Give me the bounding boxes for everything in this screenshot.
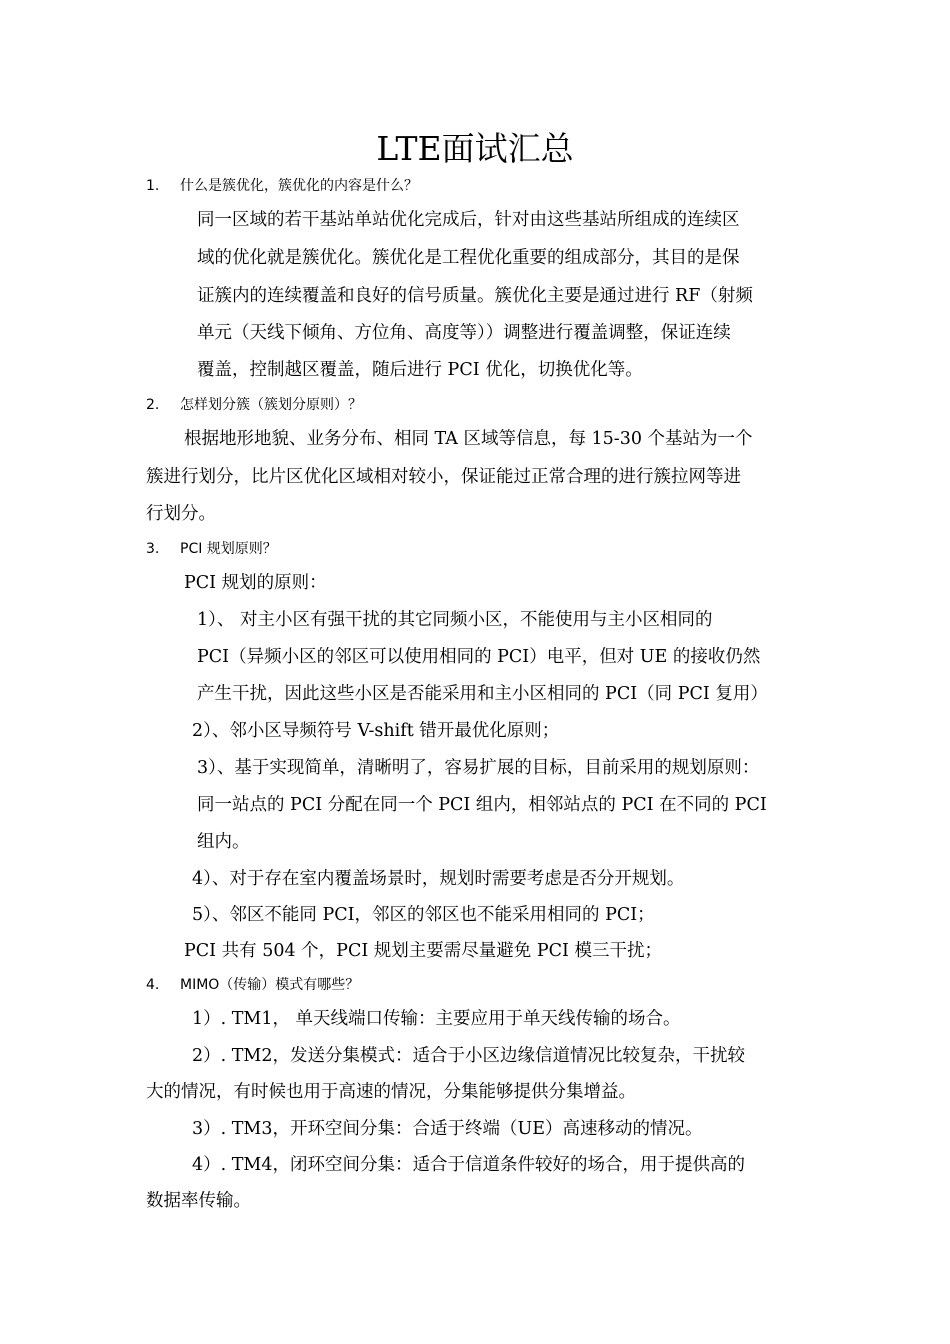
answer-line: 行划分。 <box>146 504 216 524</box>
answer-line: 2）、邻小区导频符号 V-shift 错开最优化原则； <box>192 721 560 741</box>
question-number: 1. <box>146 178 160 194</box>
answer-line: 簇进行划分，比片区优化区域相对较小，保证能过正常合理的进行簇拉网等进 <box>146 467 741 487</box>
answer-line: 数据率传输。 <box>146 1191 251 1211</box>
answer-line: 域的优化就是簇优化。簇优化是工程优化重要的组成部分，其目的是保 <box>197 248 740 268</box>
answer-line: 覆盖，控制越区覆盖，随后进行 PCI 优化，切换优化等。 <box>197 360 643 380</box>
answer-line: PCI（异频小区的邻区可以使用相同的 PCI）电平，但对 UE 的接收仍然 <box>197 647 761 667</box>
document-title: LTE面试汇总 <box>376 129 574 168</box>
answer-line: 3）、基于实现简单，清晰明了，容易扩展的目标，目前采用的规划原则： <box>197 758 760 778</box>
question-text: 怎样划分簇（簇划分原则）？ <box>180 397 362 413</box>
question-3 <box>146 537 277 561</box>
question-number: 4. <box>146 977 160 993</box>
answer-line: 组内。 <box>197 832 250 852</box>
answer-line: 产生干扰，因此这些小区是否能采用和主小区相同的 PCI（同 PCI 复用） <box>197 684 768 704</box>
answer-line: 证簇内的连续覆盖和良好的信号质量。簇优化主要是通过进行 RF（射频 <box>197 286 753 306</box>
question-number: 3. <box>146 541 160 557</box>
question-number: 2. <box>146 397 160 413</box>
answer-line: 单元（天线下倾角、方位角、高度等））调整进行覆盖调整，保证连续 <box>197 323 731 343</box>
question-text: MIMO（传输）模式有哪些？ <box>180 977 360 993</box>
answer-line: 根据地形地貌、业务分布、相同 TA 区域等信息，每 15-30 个基站为一个 <box>184 429 753 449</box>
answer-line: PCI 共有 504 个，PCI 规划主要需尽量避免 PCI 模三干扰； <box>184 941 663 961</box>
question-2 <box>146 393 362 417</box>
question-text: 什么是簇优化，簇优化的内容是什么？ <box>180 178 418 194</box>
answer-line: 同一区域的若干基站单站优化完成后，针对由这些基站所组成的连续区 <box>197 210 740 230</box>
answer-line: 1）. TM1， 单天线端口传输：主要应用于单天线传输的场合。 <box>192 1009 681 1029</box>
answer-line: 4）. TM4，闭环空间分集：适合于信道条件较好的场合，用于提供高的 <box>192 1155 745 1175</box>
answer-line: PCI 规划的原则： <box>184 573 327 593</box>
answer-line: 5）、邻区不能同 PCI，邻区的邻区也不能采用相同的 PCI； <box>192 905 655 925</box>
answer-line: 1）、 对主小区有强干扰的其它同频小区，不能使用与主小区相同的 <box>197 610 713 630</box>
answer-line: 4）、对于存在室内覆盖场景时，规划时需要考虑是否分开规划。 <box>192 869 685 889</box>
question-1 <box>146 174 418 198</box>
answer-line: 同一站点的 PCI 分配在同一个 PCI 组内，相邻站点的 PCI 在不同的 PCI <box>197 795 767 815</box>
question-4 <box>146 973 359 997</box>
answer-line: 大的情况，有时候也用于高速的情况，分集能够提供分集增益。 <box>146 1082 636 1102</box>
question-text: PCI 规划原则？ <box>180 541 277 557</box>
answer-line: 3）. TM3，开环空间分集：合适于终端（UE）高速移动的情况。 <box>192 1119 703 1139</box>
answer-line: 2）. TM2，发送分集模式：适合于小区边缘信道情况比较复杂，干扰较 <box>192 1046 745 1066</box>
